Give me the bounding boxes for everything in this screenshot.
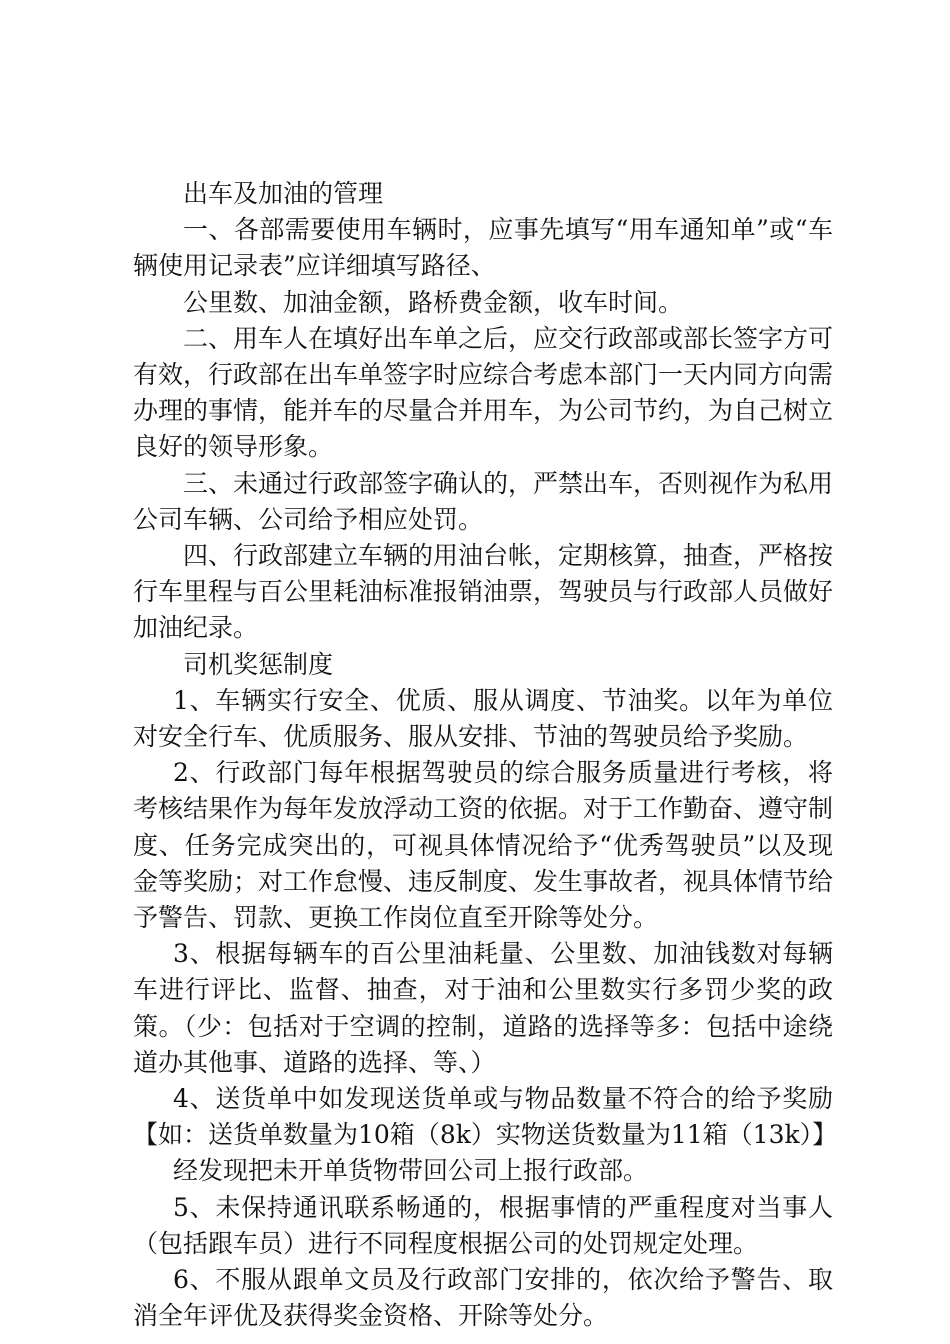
document-body: [133, 176, 838, 1335]
paragraph-item-2: 2、行政部门每年根据驾驶员的综合服务质量进行考核，将考核结果作为每年发放浮动工资的依据。对于工作勤奋、遵守制度、任务完成突出的，可视具体情况给予“优秀驾驶员”以及现金等奖励；对工作怠慢、违反制度、发生事故者，视具体情节给予警告、罚款、更换工作岗位直至开除等处分。: [133, 758, 834, 933]
paragraph-rule-1: 一、各部需要使用车辆时，应事先填写“用车通知单”或“车辆使用记录表”应详细填写路径、: [133, 215, 833, 281]
paragraph-rule-2: 二、用车人在填好出车单之后，应交行政部或部长签字方可有效，行政部在出车单签字时应综合考虑本部门一天内同方向需办理的事情，能并车的尽量合并用车，为公司节约，为自己树立良好的领导形象。: [133, 323, 834, 462]
paragraph-rule-4: 四、行政部建立车辆的用油台帐，定期核算，抽查，严格按行车里程与百公里耗油标准报销油票，驾驶员与行政部人员做好加油纪录。: [133, 541, 834, 643]
paragraph-item-4-note: 经发现把未开单货物带回公司上报行政部。: [173, 1156, 649, 1186]
section-heading-vehicle-fuel: 出车及加油的管理: [183, 179, 384, 208]
paragraph-item-5: 5、未保持通讯联系畅通的，根据事情的严重程度对当事人（包括跟车员）进行不同程度根据公司的处罚规定处理。: [133, 1192, 833, 1258]
paragraph-item-1: 1、车辆实行安全、优质、服从调度、节油奖。以年为单位对安全行车、优质服务、服从安排、节油的驾驶员给予奖励。: [133, 685, 833, 752]
paragraph-rule-3: 三、未通过行政部签字确认的，严禁出车，否则视作为私用公司车辆、公司给予相应处罚。: [133, 468, 834, 534]
paragraph-item-4: 4、送货单中如发现送货单或与物品数量不符合的给予奖励【如：送货单数量为10箱（8k）实物送货数量为11箱（13k）】: [133, 1084, 838, 1150]
paragraph-item-3: 3、根据每辆车的百公里油耗量、公里数、加油钱数对每辆车进行评比、监督、抽查，对于油和公里数实行多罚少奖的政策。（少：包括对于空调的控制，道路的选择等多：包括中途绕道办其他事、道路的选择、等、）: [133, 939, 833, 1077]
paragraph-rule-1-cont: 公里数、加油金额，路桥费金额，收车时间。: [183, 287, 684, 317]
paragraph-item-6: 6、不服从跟单文员及行政部门安排的，依次给予警告、取消全年评优及获得奖金资格、开除等处分。: [133, 1265, 833, 1331]
section-heading-driver-rewards: 司机奖惩制度: [183, 649, 334, 679]
